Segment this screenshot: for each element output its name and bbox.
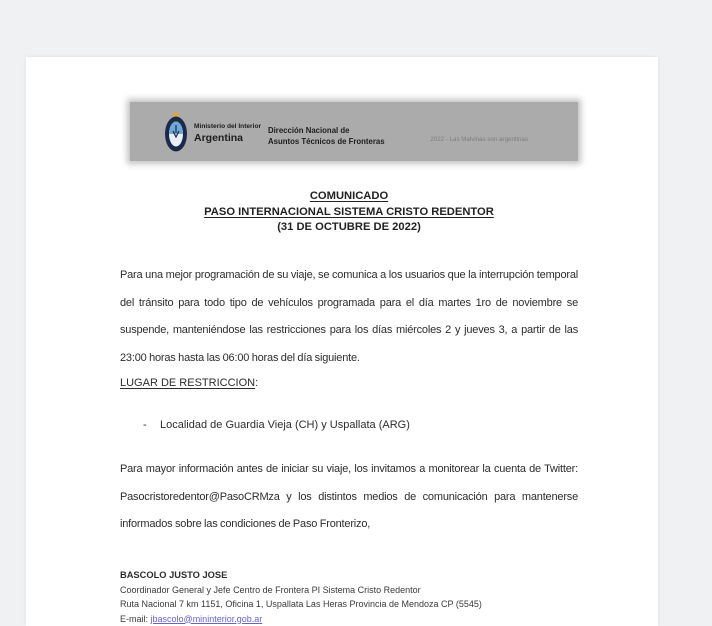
document-title bbox=[120, 189, 578, 236]
signer-name: BASCOLO JUSTO JOSE bbox=[120, 570, 228, 580]
restriction-list-item bbox=[143, 418, 410, 433]
signer-role: Coordinador General y Jefe Centro de Frontera PI Sistema Cristo Redentor bbox=[120, 584, 421, 595]
ministry-wordmark bbox=[194, 124, 261, 143]
ministry-banner bbox=[130, 102, 578, 161]
document-page bbox=[26, 57, 658, 626]
signature-block bbox=[120, 568, 482, 626]
argentina-coat-of-arms-icon bbox=[164, 111, 188, 153]
bullet-text: Localidad de Guardia Vieja (CH) y Uspallata (ARG) bbox=[160, 419, 410, 431]
restriction-heading-colon: : bbox=[255, 377, 259, 389]
ministry-label: Ministerio del Interior bbox=[194, 123, 262, 130]
direction-line2: Asuntos Técnicos de Fronteras bbox=[268, 136, 385, 146]
email-label: E-mail: bbox=[120, 613, 149, 624]
direction-name bbox=[268, 126, 385, 147]
email-line bbox=[120, 612, 482, 626]
banner-motto: 2022 - Las Malvinas son argentinas bbox=[430, 136, 528, 143]
paragraph-travel-notice: Para una mejor programación de su viaje, se comunica a los usuarios que la interrupción temporal del tránsito para todo tipo de vehículos programada para el día martes 1ro de noviembre se suspende, manteniéndose las restricciones para los días miércoles 2 y jueves 3, a partir de las 23:00 horas hasta las 06:00 horas del día siguiente. bbox=[120, 269, 578, 364]
paragraph-twitter-info: Para mayor información antes de iniciar su viaje, los invitamos a monitorear la cuenta de Twitter: Pasocristoredentor@PasoCRMza y los distintos medios de comunicación para mantenerse informados sobre las condiciones de Paso Fronterizo, bbox=[120, 463, 578, 530]
ministry-name: Argentina bbox=[194, 131, 244, 144]
restriction-heading bbox=[120, 376, 258, 391]
title-line1: COMUNICADO bbox=[309, 190, 389, 202]
title-line2: PASO INTERNACIONAL SISTEMA CRISTO REDENTOR bbox=[204, 205, 494, 218]
title-line3: (31 DE OCTUBRE DE 2022) bbox=[277, 221, 421, 233]
restriction-heading-text: LUGAR DE RESTRICCION bbox=[120, 377, 256, 389]
bullet-dash: - bbox=[143, 419, 147, 431]
email-link[interactable]: jbascolo@mininterior.gob.ar bbox=[150, 613, 263, 624]
direction-line1: Dirección Nacional de bbox=[268, 126, 350, 135]
signer-address: Ruta Nacional 7 km 1151, Oficina 1, Uspallata Las Heras Provincia de Mendoza CP (5545) bbox=[120, 599, 482, 609]
